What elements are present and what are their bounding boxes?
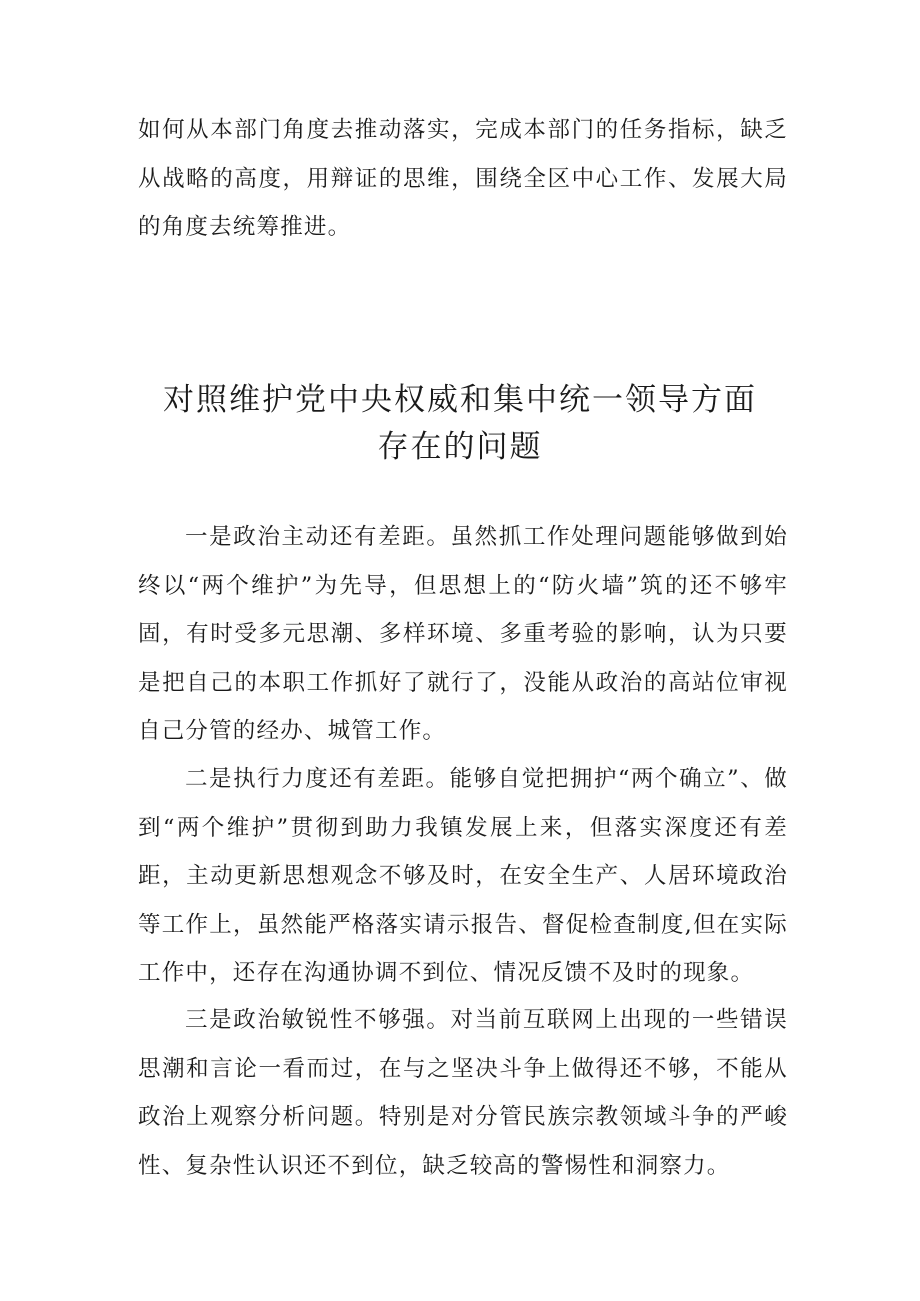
paragraph-political-initiative: 一是政治主动还有差距。虽然抓工作处理问题能够做到始终以“两个维护”为先导，但思想上的“防火墙”筑的还不够牢固，有时受多元思潮、多样环境、多重考验的影响，认为只要是把自己的本职工作抓好了就行了，没能从政治的高站位审视自己分管的经办、城管工作。 [138,524,788,744]
intro-paragraph: 如何从本部门角度去推动落实，完成本部门的任务指标，缺乏从战略的高度，用辩证的思维，围绕全区中心工作、发展大局的角度去统筹推进。 [138,117,788,240]
section-title-line1: 对照维护党中央权威和集中统一领导方面 [163,382,757,418]
paragraph-execution: 二是执行力度还有差距。能够自觉把拥护“两个确立”、做到“两个维护”贯彻到助力我镇发展上来，但落实深度还有差距，主动更新思想观念不够及时，在安全生产、人居环境政治等工作上，虽然能严格落实请示报告、督促检查制度,但在实际工作中，还存在沟通协调不到位、情况反馈不及时的现象。 [138,766,788,986]
section-title-line2: 存在的问题 [377,429,543,465]
paragraph-political-sensitivity: 三是政治敏锐性不够强。对当前互联网上出现的一些错误思潮和言论一看而过，在与之坚决斗争上做得还不够，不能从政治上观察分析问题。特别是对分管民族宗教领域斗争的严峻性、复杂性认识还不到位，缺乏较高的警惕性和洞察力。 [138,1007,788,1179]
